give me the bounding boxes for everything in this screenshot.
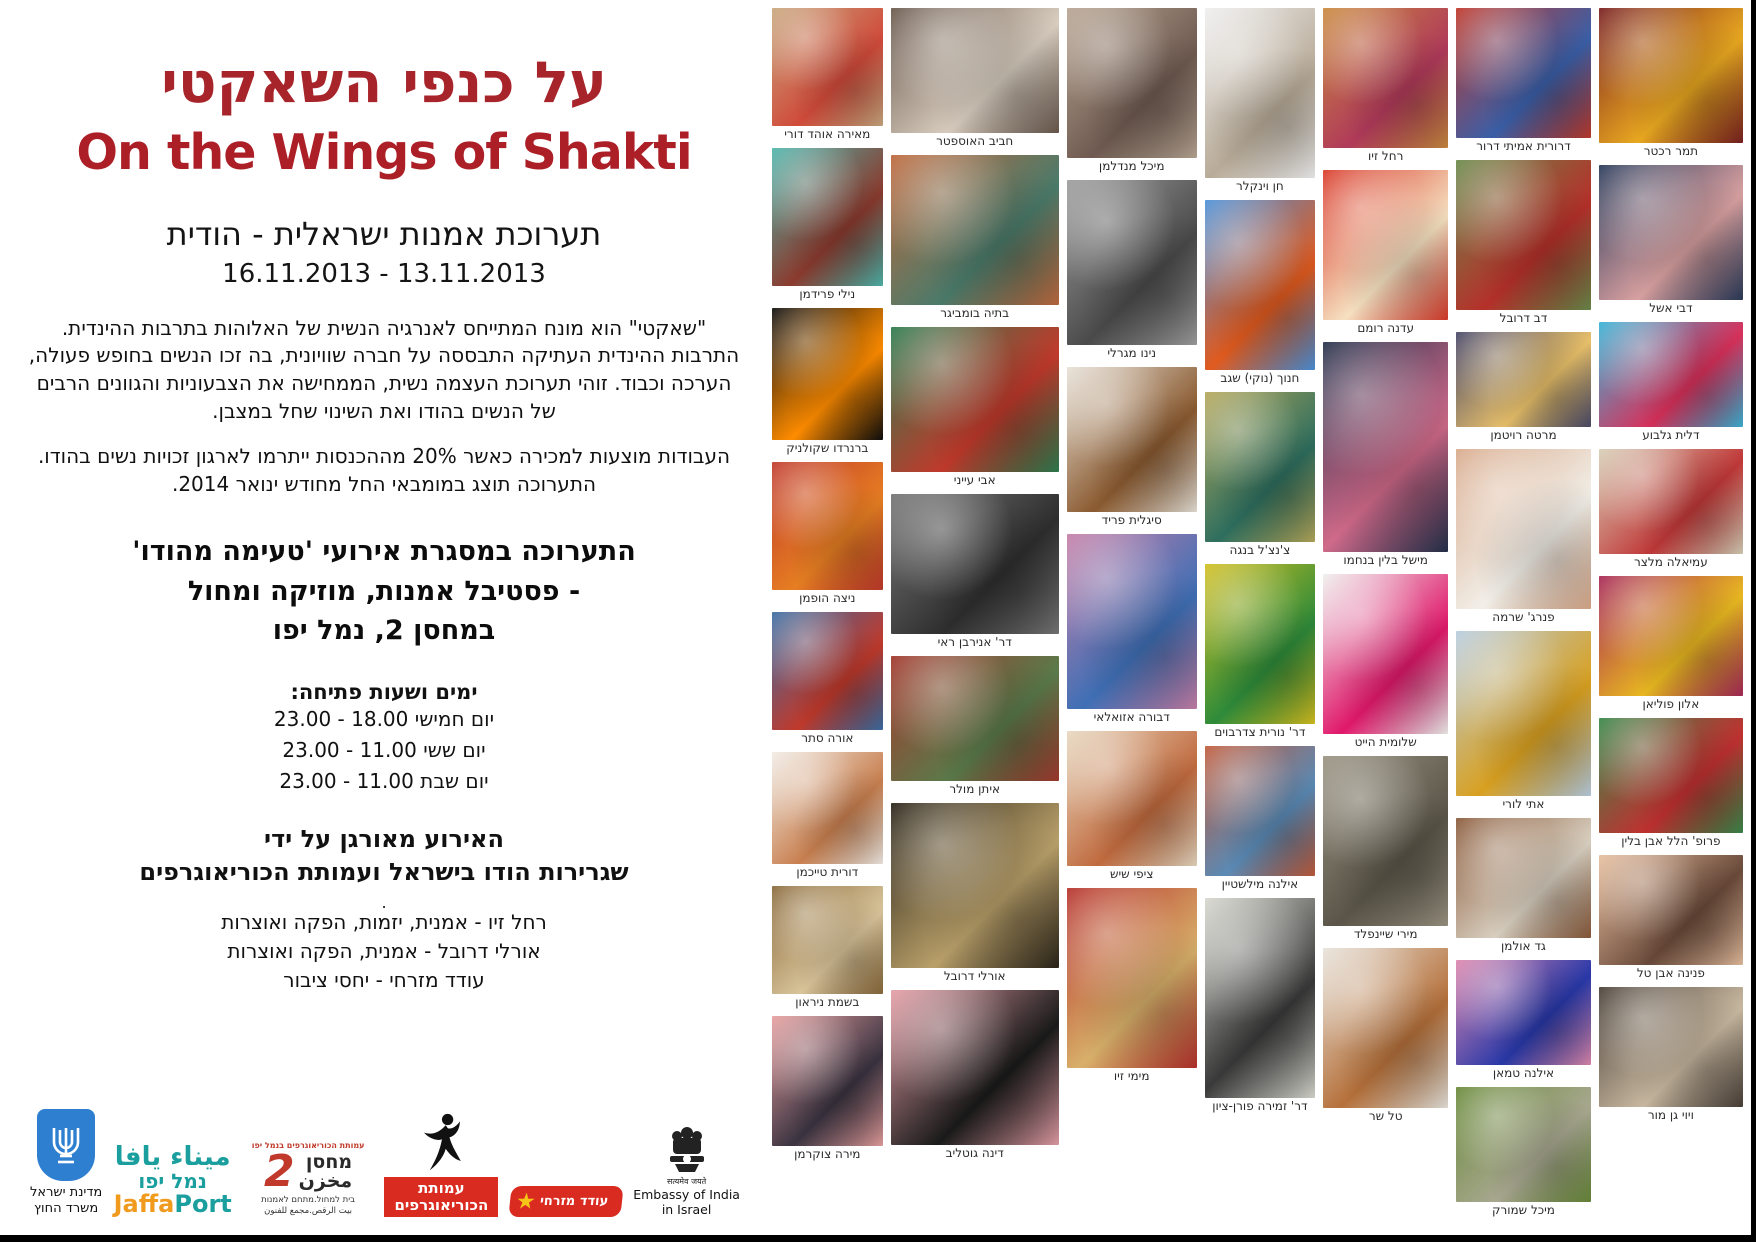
artwork-image	[1067, 367, 1197, 512]
choreographers-line2: הכוריאוגרפים	[394, 1195, 489, 1214]
jaffa-port-arabic	[114, 1141, 231, 1172]
artwork-item	[1599, 449, 1743, 570]
artwork-item	[891, 494, 1059, 650]
embassy-line2: in Israel	[661, 1202, 712, 1217]
jaffa-port-latin	[113, 1189, 232, 1218]
credit-rachel-ziv: רחל זיו - אמנית, יזמות, הפקה ואוצרות	[221, 909, 547, 934]
artwork-image	[891, 656, 1059, 781]
artwork-item	[1599, 8, 1743, 159]
artwork-item	[1067, 534, 1197, 725]
oded-mizrahi-badge	[508, 1186, 623, 1217]
artwork-caption: חן וינקלר	[1235, 179, 1284, 193]
artwork-item	[1599, 322, 1743, 443]
artwork-image	[1205, 746, 1316, 876]
artwork-caption: ויוי גן מור	[1647, 1108, 1694, 1122]
warehouse2-subline	[261, 1195, 355, 1217]
warehouse2-digit-icon: 2	[264, 1146, 295, 1198]
embassy-motto: सत्यमेव जयते	[666, 1177, 707, 1186]
artwork-caption: מימי זיו	[1113, 1069, 1150, 1083]
warehouse2-logo	[243, 1141, 373, 1217]
artwork-caption: שלומית הייט	[1354, 735, 1417, 749]
artwork-image	[1067, 180, 1197, 345]
collage-column-3	[1067, 8, 1197, 1227]
credit-orly-drubel: אורלי דרובל - אמנית, הפקה ואוצרות	[227, 938, 541, 963]
artwork-caption: פרופ' הלל אבן בלין	[1621, 834, 1721, 848]
artwork-image	[891, 803, 1059, 968]
israel-mfa-line1: מדינת ישראל	[30, 1184, 103, 1200]
poster-title-english: On the Wings of Shakti	[76, 123, 692, 181]
artwork-caption: עמיאלה מלצר	[1634, 555, 1708, 569]
artwork-caption: דר' זמירה פורן-ציון	[1212, 1099, 1308, 1113]
artwork-item	[1205, 564, 1316, 740]
sales-line-1: העבודות מוצעות למכירה כאשר 20% מההכנסות ייתרמו לארגון זכויות נשים בהודו.	[37, 444, 731, 469]
artwork-image	[772, 612, 883, 730]
artwork-image	[1323, 8, 1448, 148]
artwork-collage	[772, 8, 1743, 1227]
artwork-image	[772, 886, 883, 994]
artwork-item	[1205, 746, 1316, 892]
artwork-image	[1456, 160, 1591, 310]
artwork-item	[1067, 367, 1197, 528]
artwork-image	[891, 327, 1059, 472]
artwork-caption: מיכל מנדלמן	[1098, 159, 1165, 173]
artwork-item	[891, 990, 1059, 1161]
artwork-image	[1067, 8, 1197, 158]
credits	[28, 908, 740, 995]
hours-friday: יום ששי 11.00 - 23.00	[282, 737, 486, 762]
exhibition-dates: 13.11.2013 - 16.11.2013	[222, 258, 546, 289]
israel-mfa-line2: משרד החוץ	[34, 1200, 99, 1216]
artwork-caption: דורית טייכמן	[796, 865, 859, 879]
artwork-caption: בשמת ניראון	[795, 995, 860, 1009]
artwork-caption: נינו מגרלי	[1107, 346, 1157, 360]
artwork-image	[1067, 534, 1197, 709]
artwork-caption: מישל בלין בנחמו	[1343, 553, 1428, 567]
artwork-caption: אלון פוליאן	[1642, 697, 1700, 711]
artwork-item	[1323, 948, 1448, 1124]
artwork-caption: דר' נורית צדרבוים	[1214, 725, 1306, 739]
oded-mizrahi-logo	[510, 1186, 622, 1217]
artwork-item	[1599, 987, 1743, 1123]
sales-paragraph	[28, 443, 740, 498]
left-text-panel	[0, 0, 768, 1235]
artwork-caption: סיגלית פריד	[1101, 513, 1162, 527]
artwork-item	[1205, 8, 1316, 194]
oded-mizrahi-label: עודד מזרחי	[538, 1194, 609, 1209]
artwork-caption: רחל זיו	[1367, 149, 1404, 163]
artwork-item	[1067, 731, 1197, 882]
artwork-image	[772, 308, 883, 440]
event-line-1: התערוכה במסגרת אירועי 'טעימה מהודו'	[132, 536, 636, 568]
artwork-item	[1456, 449, 1591, 625]
artwork-image	[1323, 574, 1448, 734]
opening-hours	[28, 704, 740, 797]
artwork-item	[1456, 1087, 1591, 1218]
artwork-image	[1205, 8, 1316, 178]
intro-paragraph: "שאקטי" הוא מונח המתייחס לאנרגיה הנשית של האלוהות בתרבות ההינדית. התרבות ההינדית העתיקה התבססה על חברה שוויונית, בה זכו הנשים בחופש פעולה, הערכה וכבוד. זוהי תערוכת העצמה נשית, הממחישה את הצבעוניות והגוונים הרבים של הנשים בהודו ואת השינוי שחל במצבן.	[28, 315, 740, 423]
artwork-image	[1599, 987, 1743, 1107]
artwork-caption: טל שר	[1368, 1109, 1403, 1123]
artwork-image	[891, 990, 1059, 1145]
artwork-image	[772, 148, 883, 286]
artwork-caption: אילנה מילשטיין	[1221, 877, 1299, 891]
artwork-image	[891, 8, 1059, 133]
artwork-caption: דבי אשל	[1649, 301, 1693, 315]
sales-line-2: התערוכה תוצג במומבאי החל מחודש ינואר 2014.	[171, 471, 597, 496]
warehouse2-name-he: מחסן	[305, 1151, 353, 1174]
jaffa-port-hebrew: נמל יפו	[138, 1168, 207, 1193]
artwork-image	[772, 462, 883, 590]
artwork-caption: בתיה בומביגר	[940, 306, 1010, 320]
artwork-item	[1067, 180, 1197, 361]
artwork-image	[891, 494, 1059, 634]
artwork-item	[772, 886, 883, 1010]
artwork-item	[1205, 898, 1316, 1114]
artwork-image	[1456, 960, 1591, 1065]
artwork-caption: איתן מולר	[949, 782, 1001, 796]
artwork-caption: ברנרדו שקולניק	[786, 441, 869, 455]
artwork-image	[1323, 756, 1448, 926]
collage-column-1	[772, 8, 883, 1227]
artwork-item	[1205, 200, 1316, 386]
artwork-item	[772, 308, 883, 456]
artwork-caption: נילי פרידמן	[799, 287, 856, 301]
artwork-item	[1456, 332, 1591, 443]
artwork-caption: דבורה אזואלאי	[1093, 710, 1170, 724]
artwork-item	[1599, 718, 1743, 849]
event-block	[28, 532, 740, 649]
star-icon: ★	[514, 1189, 537, 1214]
artwork-item	[1599, 165, 1743, 316]
artwork-caption: חנוך (נוקי) שגב	[1220, 371, 1300, 385]
artwork-item	[772, 462, 883, 606]
artwork-item	[1456, 631, 1591, 812]
sponsor-logos-row	[30, 1067, 740, 1217]
embassy-line1: Embassy of India	[633, 1187, 740, 1202]
collage-column-2	[891, 8, 1059, 1227]
artwork-caption: דרורית אמיתי דרור	[1476, 139, 1571, 153]
credit-oded-mizrahi: עודד מזרחי - יחסי ציבור	[283, 967, 485, 992]
artwork-item	[891, 803, 1059, 984]
artwork-caption: אבי עייני	[953, 473, 996, 487]
artwork-item	[1323, 574, 1448, 750]
artwork-image	[772, 752, 883, 864]
artwork-item	[1067, 8, 1197, 174]
port-text: Port	[174, 1189, 232, 1218]
artwork-item	[891, 8, 1059, 149]
artwork-caption: צ'נצ'ל בנגה	[1229, 543, 1291, 557]
choreographers-label	[384, 1177, 498, 1218]
collage-column-4	[1205, 8, 1316, 1227]
artwork-caption: דלית גלבוע	[1642, 428, 1700, 442]
artwork-image	[772, 1016, 883, 1146]
artwork-image	[1599, 718, 1743, 833]
artwork-caption: מירי שיינפלד	[1353, 927, 1418, 941]
artwork-image	[1323, 170, 1448, 320]
warehouse2-mark	[264, 1146, 353, 1198]
artwork-caption: אורלי דרובל	[943, 969, 1006, 983]
artwork-caption: מאירה אוהד דורי	[784, 127, 871, 141]
artwork-image	[1067, 888, 1197, 1068]
menorah-icon	[46, 1118, 86, 1172]
warehouse2-name	[299, 1153, 353, 1191]
poster-title-hebrew: על כנפי השאקטי	[161, 50, 607, 116]
organized-line-1: האירוע מאורגן על ידי	[264, 824, 504, 853]
artwork-image	[1599, 576, 1743, 696]
artwork-caption: ציפי שיש	[1109, 867, 1154, 881]
warehouse2-topline: עמותת הכוריאוגרפים בנמל יפו	[251, 1141, 365, 1151]
artwork-item	[772, 8, 883, 142]
artwork-image	[1599, 8, 1743, 143]
credits-separator-dot: .	[381, 893, 387, 913]
dancer-icon	[410, 1111, 472, 1177]
israel-mfa-label	[30, 1185, 102, 1218]
artwork-image	[1323, 342, 1448, 552]
artwork-caption: מרטה רויטמן	[1490, 428, 1557, 442]
lion-capital-icon	[665, 1124, 709, 1176]
artwork-item	[891, 327, 1059, 488]
hours-saturday: יום שבת 11.00 - 23.00	[279, 768, 489, 793]
jaffa-port-logo	[113, 1141, 232, 1218]
organized-by	[28, 823, 740, 890]
israel-mfa-logo	[30, 1109, 102, 1218]
embassy-label	[633, 1187, 740, 1217]
artwork-image	[1323, 948, 1448, 1108]
collage-column-5	[1323, 8, 1448, 1227]
artwork-image	[1456, 8, 1591, 138]
artwork-item	[1205, 392, 1316, 558]
artwork-image	[1599, 855, 1743, 965]
warehouse2-sub-he: בית למחול.מתחם לאמנות	[261, 1194, 356, 1205]
artwork-item	[1599, 855, 1743, 981]
choreographers-line1: עמותת	[418, 1178, 465, 1197]
warehouse2-sub-ar: بيت الرقص.مجمع للفنون	[264, 1205, 353, 1216]
artwork-image	[1456, 818, 1591, 938]
artwork-item	[1323, 756, 1448, 942]
artwork-caption: פנרג' שרמה	[1492, 610, 1555, 624]
artwork-image	[772, 8, 883, 126]
israel-emblem-icon	[37, 1109, 95, 1181]
hours-thursday: יום חמישי 18.00 - 23.00	[273, 706, 495, 731]
artwork-image	[1205, 392, 1316, 542]
organized-line-2: שגרירות הודו בישראל ועמותת הכוריאוגרפים	[139, 858, 629, 887]
artwork-item	[1456, 8, 1591, 154]
event-line-2: - פסטיבל אמנות, מוזיקה ומחול	[187, 575, 581, 607]
artwork-caption: תמר רכטר	[1643, 144, 1699, 158]
artwork-caption: אורה סתר	[801, 731, 854, 745]
artwork-caption: פנינה אבן טל	[1636, 966, 1705, 980]
artwork-image	[1599, 322, 1743, 427]
artwork-caption: דר' אנירבן ראי	[937, 635, 1012, 649]
artwork-item	[1323, 8, 1448, 164]
artwork-image	[1456, 332, 1591, 427]
artwork-image	[1205, 200, 1316, 370]
artwork-caption: דב דרובל	[1499, 311, 1548, 325]
artwork-image	[1456, 1087, 1591, 1202]
artwork-item	[772, 148, 883, 302]
opening-hours-title: ימים ושעות פתיחה:	[290, 679, 478, 704]
artwork-item	[1456, 160, 1591, 326]
embassy-of-india-logo	[633, 1124, 740, 1217]
artwork-image	[1599, 165, 1743, 300]
artwork-image	[891, 155, 1059, 305]
artwork-caption: אילנה טמאן	[1492, 1066, 1555, 1080]
jaffa-port-arabic-text: ميناء يافا	[114, 1141, 231, 1172]
artwork-item	[1456, 818, 1591, 954]
artwork-image	[1205, 898, 1316, 1098]
artwork-item	[1067, 888, 1197, 1084]
artwork-caption: גד אולמן	[1501, 939, 1546, 953]
artwork-item	[1323, 170, 1448, 336]
artwork-caption: חביב האוספטר	[936, 134, 1014, 148]
artwork-item	[772, 612, 883, 746]
jaffa-text: Jaffa	[113, 1189, 175, 1218]
artwork-item	[891, 155, 1059, 321]
artwork-caption: ניצה הופמן	[799, 591, 856, 605]
collage-column-7	[1599, 8, 1743, 1227]
artwork-caption: מיכל שמורק	[1491, 1203, 1555, 1217]
warehouse2-name-ar: مخزن	[298, 1170, 353, 1193]
artwork-image	[1067, 731, 1197, 866]
poster-subtitle: תערוכת אמנות ישראלית - הודית	[166, 214, 602, 253]
artwork-caption: דינה גוטליב	[945, 1146, 1004, 1160]
artwork-caption: עדנה רומם	[1357, 321, 1414, 335]
artwork-image	[1599, 449, 1743, 554]
artwork-item	[772, 1016, 883, 1162]
artwork-image	[1456, 449, 1591, 609]
artwork-item	[772, 752, 883, 880]
artwork-image	[1205, 564, 1316, 724]
artwork-image	[1456, 631, 1591, 796]
artwork-item	[891, 656, 1059, 797]
event-line-3: במחסן 2, נמל יפו	[272, 614, 496, 646]
collage-column-6	[1456, 8, 1591, 1227]
artwork-caption: אתי לורי	[1502, 797, 1545, 811]
artwork-item	[1456, 960, 1591, 1081]
choreographers-association-logo	[384, 1111, 498, 1218]
artwork-item	[1323, 342, 1448, 568]
artwork-caption: מירה צוקרמן	[794, 1147, 861, 1161]
artwork-item	[1599, 576, 1743, 712]
